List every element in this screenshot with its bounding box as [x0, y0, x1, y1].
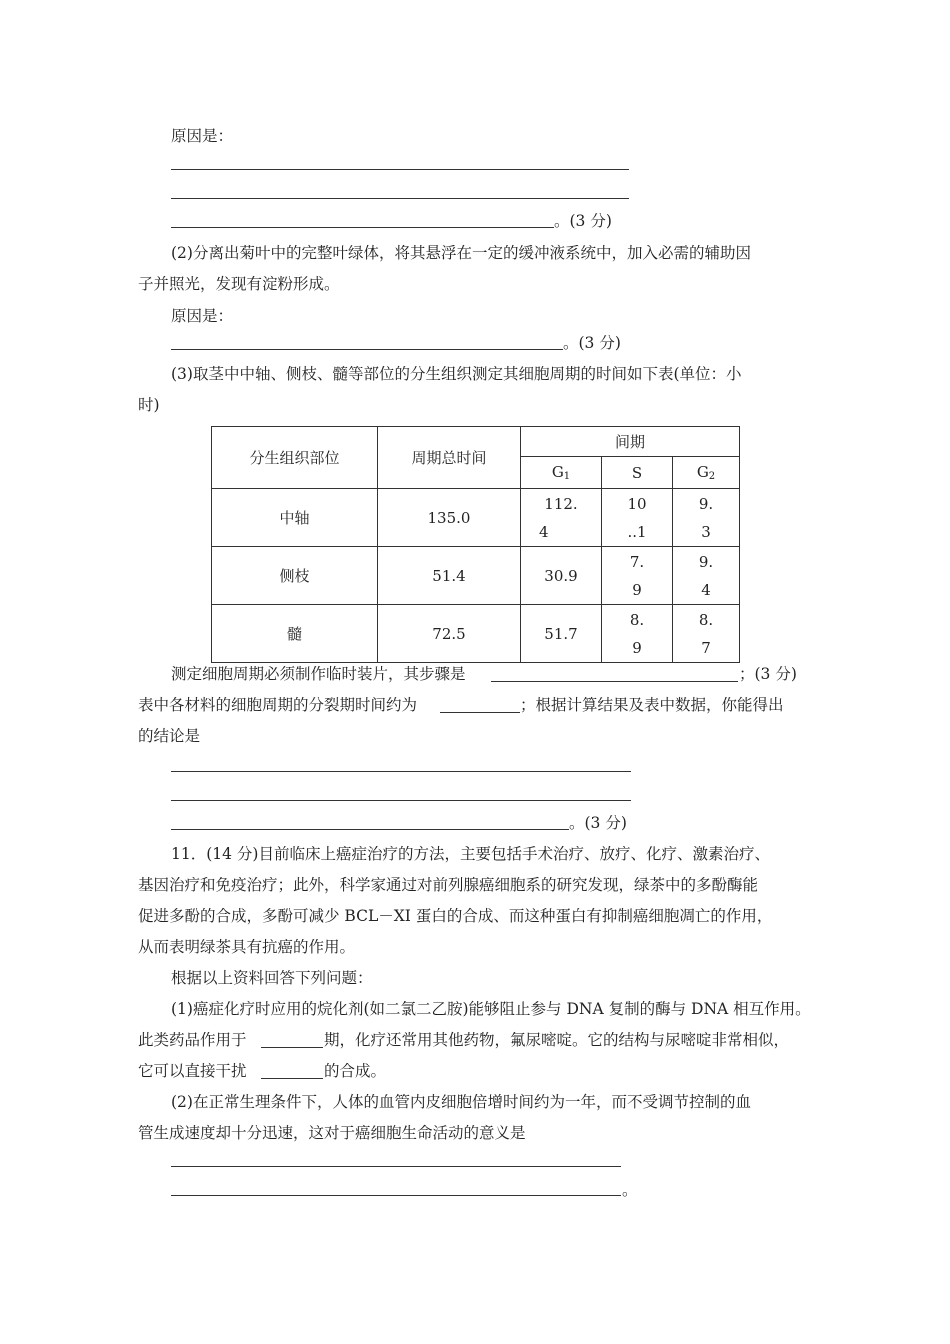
question-text: 的结论是: [138, 727, 201, 745]
question-text: 表中各材料的细胞周期的分裂期时间约为: [138, 696, 418, 714]
header-part: 分生组织部位: [212, 427, 378, 489]
score-mark: ；(3 分): [739, 665, 797, 683]
header-interphase: 间期: [521, 427, 740, 457]
row-s: 10 ..1: [602, 489, 673, 547]
score-mark: 。(3 分): [563, 334, 621, 352]
row-total: 72.5: [378, 605, 521, 663]
question-text: ；根据计算结果及表中数据，你能得出: [520, 696, 784, 714]
answer-blank[interactable]: [261, 1047, 323, 1048]
answer-blank[interactable]: [171, 1166, 621, 1167]
question-text: (3)取茎中中轴、侧枝、髓等部位的分生组织测定其细胞周期的时间如下表(单位：小: [171, 365, 742, 383]
question-text: 促进多酚的合成，多酚可减少 BCL－XI 蛋白的合成、而这种蛋白有抑制癌细胞凋亡的作用，: [138, 907, 773, 925]
row-total: 51.4: [378, 547, 521, 605]
cell-cycle-table: [211, 426, 740, 663]
question-text: 基因治疗和免疫治疗；此外，科学家通过对前列腺癌细胞系的研究发现，绿茶中的多酚酶能: [138, 876, 759, 894]
answer-blank[interactable]: [261, 1078, 323, 1079]
score-mark: 。(3 分): [554, 212, 612, 230]
row-total: 135.0: [378, 489, 521, 547]
answer-blank[interactable]: [171, 169, 629, 170]
row-g1: 112. 4: [521, 489, 602, 547]
answer-blank[interactable]: [440, 712, 520, 713]
question-text: 管生成速度却十分迅速，这对于癌细胞生命活动的意义是: [138, 1124, 526, 1142]
question-text: 它可以直接干扰: [138, 1062, 247, 1080]
row-s: 7. 9: [602, 547, 673, 605]
header-g1: $G_1$: [521, 457, 602, 489]
question-text: 11．(14 分)目前临床上癌症治疗的方法，主要包括手术治疗、放疗、化疗、激素治疗、: [171, 845, 770, 863]
answer-blank[interactable]: [171, 227, 554, 228]
row-part: 髓: [212, 605, 378, 663]
table-row: [212, 605, 740, 663]
question-text: 子并照光，发现有淀粉形成。: [138, 275, 340, 293]
question-text: 根据以上资料回答下列问题：: [171, 969, 373, 987]
question-text: 的合成。: [324, 1062, 387, 1080]
score-mark: 。(3 分): [569, 814, 627, 832]
table-row: [212, 489, 740, 547]
question-text: 测定细胞周期必须制作临时装片，其步骤是: [171, 665, 466, 683]
answer-blank[interactable]: [171, 829, 569, 830]
question-text: (2)在正常生理条件下，人体的血管内皮细胞倍增时间约为一年，而不受调节控制的血: [171, 1093, 751, 1111]
reason-label: 原因是：: [171, 127, 234, 145]
answer-blank[interactable]: [171, 1195, 621, 1196]
reason-label: 原因是：: [171, 307, 234, 325]
row-g1: 30.9: [521, 547, 602, 605]
question-text: 期，化疗还常用其他药物，氟尿嘧啶。它的结构与尿嘧啶非常相似，: [324, 1031, 790, 1049]
question-text: (1)癌症化疗时应用的烷化剂(如二氯二乙胺)能够阻止参与 DNA 复制的酶与 DNA 相互作用。: [171, 1000, 811, 1018]
row-part: 侧枝: [212, 547, 378, 605]
answer-blank[interactable]: [491, 681, 738, 682]
row-part: 中轴: [212, 489, 378, 547]
table-row: [212, 547, 740, 605]
question-text: 时): [138, 396, 160, 414]
header-s: S: [602, 457, 673, 489]
row-g1: 51.7: [521, 605, 602, 663]
end-mark: 。: [622, 1181, 638, 1199]
row-g2: 8. 7: [673, 605, 740, 663]
question-text: 从而表明绿茶具有抗癌的作用。: [138, 938, 356, 956]
header-total: 周期总时间: [378, 427, 521, 489]
question-text: 此类药品作用于: [138, 1031, 247, 1049]
row-s: 8. 9: [602, 605, 673, 663]
question-text: (2)分离出菊叶中的完整叶绿体，将其悬浮在一定的缓冲液系统中，加入必需的辅助因: [171, 244, 751, 262]
answer-blank[interactable]: [171, 349, 563, 350]
answer-blank[interactable]: [171, 771, 631, 772]
answer-blank[interactable]: [171, 800, 631, 801]
row-g2: 9. 4: [673, 547, 740, 605]
header-g2: $G_2$: [673, 457, 740, 489]
row-g2: 9. 3: [673, 489, 740, 547]
answer-blank[interactable]: [171, 198, 629, 199]
